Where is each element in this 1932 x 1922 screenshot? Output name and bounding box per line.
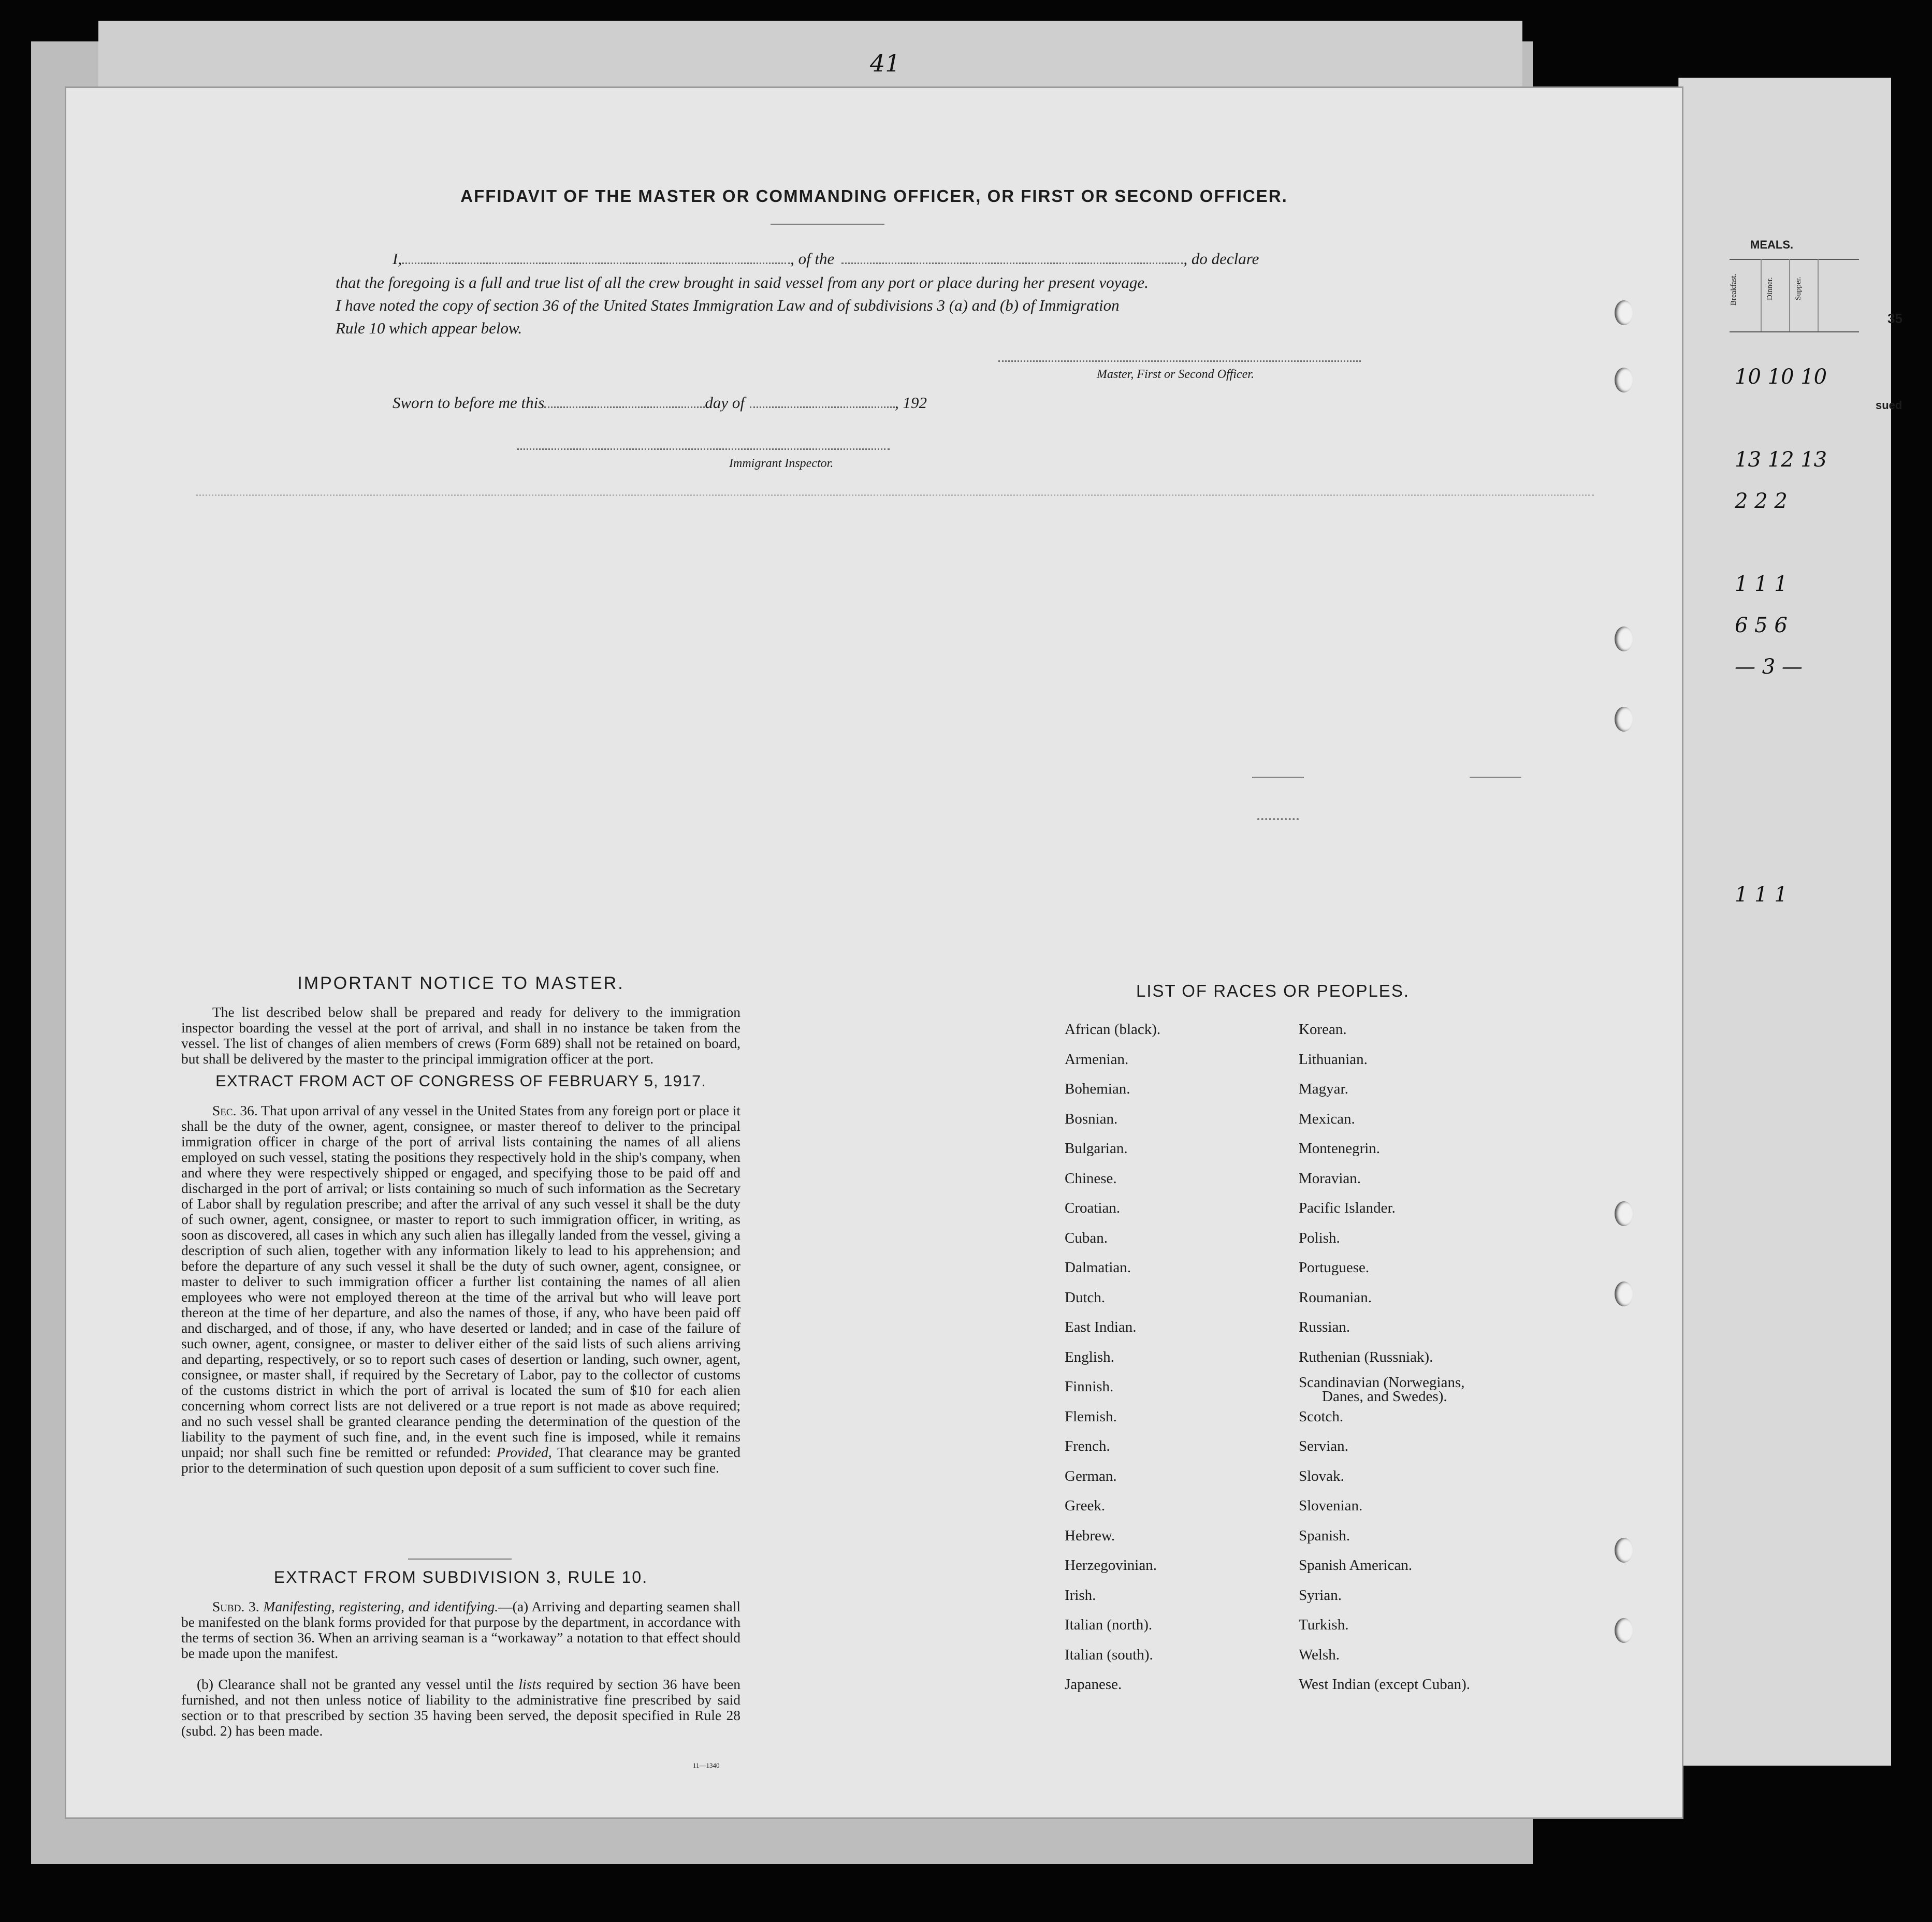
race-item: Syrian.	[1299, 1586, 1342, 1604]
punch-hole	[1615, 1618, 1633, 1643]
notice-body: The list described below shall be prepared and ready for delivery to the immigration inspector boarding the vessel at the port of arrival, and shall in no instance be taken from the vessel. The list of changes of alien members of crews (Form 689) shall not be retained on board, but shall be delivered by the master to the principal immigration officer at the port.	[181, 1004, 740, 1067]
race-item: Greek.	[1065, 1497, 1106, 1514]
meals-col-breakfast: Breakfast.	[1730, 273, 1738, 305]
affidavit-of-the-label: , of the	[790, 250, 835, 268]
rule-subd-label: Subd. 3.	[212, 1598, 259, 1614]
rule-heading: Manifesting, registering, and identifying.	[263, 1598, 499, 1614]
punch-hole	[1615, 300, 1633, 325]
affidavit-line-2: that the foregoing is a full and true list of all the crew brought in said vessel from any port or place during her present voyage.	[336, 273, 1149, 292]
race-item: Magyar.	[1299, 1081, 1348, 1097]
act-provided: Provided,	[496, 1444, 552, 1460]
inspector-signature-field[interactable]	[517, 445, 890, 450]
race-item: Armenian.	[1065, 1051, 1129, 1068]
race-item: Scotch.	[1299, 1408, 1344, 1425]
race-item: Servian.	[1299, 1438, 1348, 1454]
affidavit-i-label: I,	[393, 250, 402, 268]
races-col-2	[1299, 1015, 1532, 1700]
race-item: Hebrew.	[1065, 1527, 1115, 1544]
race-item: Turkish.	[1299, 1617, 1349, 1633]
race-item: Moravian.	[1299, 1170, 1361, 1187]
race-item: Bohemian.	[1065, 1081, 1130, 1097]
act-title: EXTRACT FROM ACT OF CONGRESS OF FEBRUARY 5, 1917.	[215, 1072, 706, 1090]
day-of-label: day of	[705, 394, 745, 412]
race-item: East Indian.	[1065, 1319, 1137, 1335]
meals-col-dinner: Dinner.	[1766, 277, 1774, 300]
race-item: Pacific Islander.	[1299, 1200, 1396, 1216]
races-col-1	[1065, 1015, 1282, 1700]
meals-row-12: 1 1 1	[1735, 883, 1788, 907]
affidavit-line-3: I have noted the copy of section 36 of the United States Immigration Law and of subdivisions 3 (a) and (b) of Immigration	[336, 296, 1120, 314]
race-item: Flemish.	[1065, 1408, 1117, 1425]
rule-part-a: —(a) Arriving and departing seamen shall be manifested on the blank forms provided for that purpose by the department, in accordance with the terms of section 36. When an arriving seaman is a “workaway” a notation to that effect should be made upon the manifest.	[181, 1598, 740, 1661]
race-item: Welsh.	[1299, 1646, 1340, 1663]
race-item: German.	[1065, 1467, 1117, 1484]
sworn-day-field[interactable]	[544, 403, 705, 408]
race-item: Irish.	[1065, 1586, 1096, 1604]
race-item: Spanish.	[1299, 1527, 1350, 1544]
notice-title: IMPORTANT NOTICE TO MASTER.	[297, 973, 624, 993]
meals-row-8: — 3 —	[1735, 655, 1803, 679]
master-name-field[interactable]	[402, 259, 790, 264]
race-item: English.	[1065, 1348, 1114, 1365]
races-title: LIST OF RACES OR PEOPLES.	[1136, 981, 1410, 1000]
meals-side-number: 35	[1887, 311, 1902, 326]
master-caption: Master, First or Second Officer.	[1097, 368, 1254, 381]
race-item: Scandinavian (Norwegians,	[1299, 1374, 1465, 1391]
punch-hole	[1615, 1201, 1633, 1226]
race-item: Montenegrin.	[1299, 1140, 1381, 1157]
rule-title: EXTRACT FROM SUBDIVISION 3, RULE 10.	[273, 1568, 648, 1586]
race-item: Cuban.	[1065, 1229, 1108, 1246]
print-code: 11—1340	[693, 1761, 720, 1769]
race-item: West Indian (except Cuban).	[1299, 1676, 1471, 1693]
meals-row-4: 2 2 2	[1735, 489, 1788, 513]
race-item: Korean.	[1299, 1021, 1347, 1038]
punch-hole	[1615, 707, 1633, 732]
race-item: Slovak.	[1299, 1467, 1344, 1484]
sworn-label: Sworn to before me this	[393, 394, 545, 412]
master-signature-field[interactable]	[998, 357, 1361, 362]
affidavit-title: AFFIDAVIT OF THE MASTER OR COMMANDING OFFICER, OR FIRST OR SECOND OFFICER.	[460, 186, 1288, 206]
inspector-caption: Immigrant Inspector.	[729, 457, 834, 470]
act-text: That upon arrival of any vessel in the United States from any foreign port or place it shall be the duty of the owner, agent, consignee, or master thereof to deliver to the principal immigration officer in charge of the port of arrival lists containing the names of all aliens employed on such vessel, stating the positions they respectively hold in the ship's company, when and where they were respectively shipped or engaged, and specifying those to be paid off and discharged in the port of arrival; or lists containing so much of such information as the Secretary of Labor shall by regulation prescribe; and after the arrival of any such vessel it shall be the duty of such owner, agent, consignee, or master to report to such immigration officer, in writing, as soon as discovered, all cases in which any such alien has illegally landed from the vessel, giving a description of such alien, together with any information likely to lead to his apprehension; and before the departure of any such vessel it shall be the duty of such owner, agent, consignee, or master to deliver to such immigration officer a further list containing the names of all alien employees who were not employed thereon at the time of the arrival but who will leave port thereon at the time of her departure, and also the names of those, if any, who have been paid off and discharged, and of those, if any, who have deserted or landed; and in case of the failure of such owner, agent, consignee, or master to deliver either of the said lists of such aliens arriving and departing, respectively, or so to report such cases of desertion or landing, such owner, agent, consignee, or master shall, if required by the Secretary of Labor, pay to the collector of customs of the customs district in which the port of arrival is located the sum of $10 for each alien concerning whom correct lists are not delivered or a true report is not made as above required; and no such vessel shall be granted clearance pending the determination of the question of the liability to the payment of such fine, and, in the event such fine is imposed, while it remains unpaid; nor shall such fine be remitted or refunded:	[181, 1102, 740, 1460]
race-item: Portuguese.	[1299, 1259, 1370, 1276]
race-item: Finnish.	[1065, 1378, 1114, 1395]
vessel-name-field[interactable]	[841, 259, 1183, 264]
document-sheet	[66, 88, 1682, 1817]
meals-header: MEALS.	[1750, 238, 1794, 251]
race-item: African (black).	[1065, 1021, 1161, 1038]
race-item: Spanish American.	[1299, 1557, 1413, 1574]
race-item-continuation: Danes, and Swedes).	[1322, 1388, 1447, 1405]
act-sec-label: Sec. 36.	[212, 1102, 258, 1118]
race-item: Slovenian.	[1299, 1497, 1363, 1514]
meals-row-1: 10 10 10	[1735, 365, 1827, 389]
title-rule	[771, 224, 884, 225]
affidavit-declare-label: , do declare	[1183, 250, 1259, 268]
race-item: Polish.	[1299, 1229, 1340, 1246]
meals-row-7: 6 5 6	[1735, 614, 1788, 637]
punch-hole	[1615, 1282, 1633, 1306]
meals-table	[1730, 228, 1875, 953]
sworn-month-field[interactable]	[750, 403, 895, 408]
bleed-through-area	[66, 487, 1682, 1004]
rule-divider	[408, 1559, 512, 1560]
race-item: Bulgarian.	[1065, 1140, 1128, 1157]
race-item: Italian (south).	[1065, 1646, 1153, 1663]
race-item: Roumanian.	[1299, 1289, 1372, 1306]
affidavit-line-4: Rule 10 which appear below.	[336, 319, 522, 337]
meals-side-text: sued	[1876, 399, 1902, 412]
meals-col-supper: Supper.	[1794, 276, 1803, 300]
race-item: Chinese.	[1065, 1170, 1117, 1187]
act-body	[181, 1103, 740, 1476]
race-item: Bosnian.	[1065, 1110, 1118, 1127]
race-item: Mexican.	[1299, 1110, 1355, 1127]
act-text-end: That clearance may be granted prior to the determination of such question upon deposit of a sum sufficient to cover such fine.	[181, 1444, 740, 1476]
race-item: Dalmatian.	[1065, 1259, 1131, 1276]
affidavit-line-1	[393, 250, 1459, 268]
rule-body-a	[181, 1599, 740, 1661]
rule-body-b	[181, 1677, 740, 1739]
race-item: Italian (north).	[1065, 1617, 1153, 1633]
race-item: Croatian.	[1065, 1200, 1121, 1216]
race-item: Dutch.	[1065, 1289, 1106, 1306]
race-item: Herzegovinian.	[1065, 1557, 1157, 1574]
rule-lists: lists	[518, 1676, 542, 1692]
race-item: French.	[1065, 1438, 1110, 1454]
punch-hole	[1615, 368, 1633, 392]
rule-part-b-end: required by section 36 have been furnished, and not then unless notice of liability to the administrative fine prescribed by said section or to that prescribed by section 35 having been served, the deposit specified in Rule 28 (subd. 2) has been made.	[181, 1676, 740, 1739]
year-label: , 192	[894, 394, 927, 412]
race-item: Ruthenian (Russniak).	[1299, 1348, 1433, 1365]
punch-hole	[1615, 1538, 1633, 1563]
race-item: Russian.	[1299, 1319, 1350, 1335]
meals-row-3: 13 12 13	[1735, 448, 1827, 472]
rule-part-b-start: (b) Clearance shall not be granted any vessel until the	[197, 1676, 514, 1692]
page-number: 41	[870, 49, 900, 77]
sworn-line	[393, 394, 927, 412]
meals-row-6: 1 1 1	[1735, 572, 1788, 596]
race-item: Lithuanian.	[1299, 1051, 1368, 1068]
race-item: Japanese.	[1065, 1676, 1122, 1693]
punch-hole	[1615, 627, 1633, 651]
